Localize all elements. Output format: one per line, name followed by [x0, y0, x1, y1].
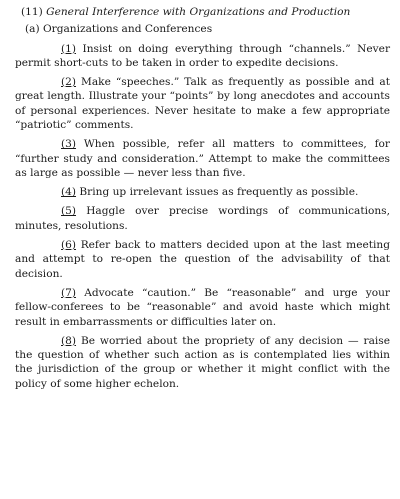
list-item — [15, 238, 390, 281]
list-item — [15, 185, 390, 199]
section-title: General Interference with Organizations and Production — [46, 6, 351, 18]
list-item — [15, 204, 390, 233]
item-text: Insist on doing everything through “channels.” Never permit short-cuts to be taken in order to expedite decisions. — [15, 42, 391, 69]
item-number: (1) — [61, 42, 77, 55]
item-number: (8) — [61, 334, 77, 347]
list-item — [15, 75, 390, 132]
item-text: When possible, refer all matters to committees, for “further study and consideration.” Attempt to make the committees as large as possible — never less than five. — [15, 138, 390, 179]
item-number: (5) — [61, 205, 77, 218]
item-number: (3) — [61, 138, 77, 151]
item-number: (4) — [61, 186, 77, 199]
item-number: (7) — [61, 286, 77, 299]
item-number: (6) — [61, 239, 77, 252]
item-text: Bring up irrelevant issues as frequently as possible. — [79, 186, 359, 199]
list-item — [15, 42, 390, 71]
item-number: (2) — [61, 76, 77, 89]
list-item — [15, 334, 390, 391]
item-text: Be worried about the propriety of any decision — raise the question of whether such action as is contemplated lies within the jurisdiction of the group or whether it might conflict with the policy of some higher echelon. — [15, 334, 390, 390]
section-number: (11) — [21, 6, 43, 18]
item-text: Make “speeches.” Talk as frequently as possible and at great length. Illustrate your “points” by long anecdotes and accounts of personal experiences. Never hesitate to make a few appropriate “patriotic” comments. — [15, 76, 391, 131]
section-heading — [9, 6, 390, 19]
subsection-heading: (a) Organizations and Conferences — [25, 23, 213, 36]
list-item — [15, 286, 390, 329]
item-text: Advocate “caution.” Be “reasonable” and urge your fellow-conferees to be “reasonable” and avoid haste which might result in embarrassments or difficulties later on. — [15, 286, 390, 328]
list-item — [15, 137, 390, 180]
item-text: Haggle over precise wordings of communications, minutes, resolutions. — [15, 205, 390, 232]
item-text: Refer back to matters decided upon at the last meeting and attempt to re-open the question of the advisability of that decision. — [15, 239, 391, 280]
